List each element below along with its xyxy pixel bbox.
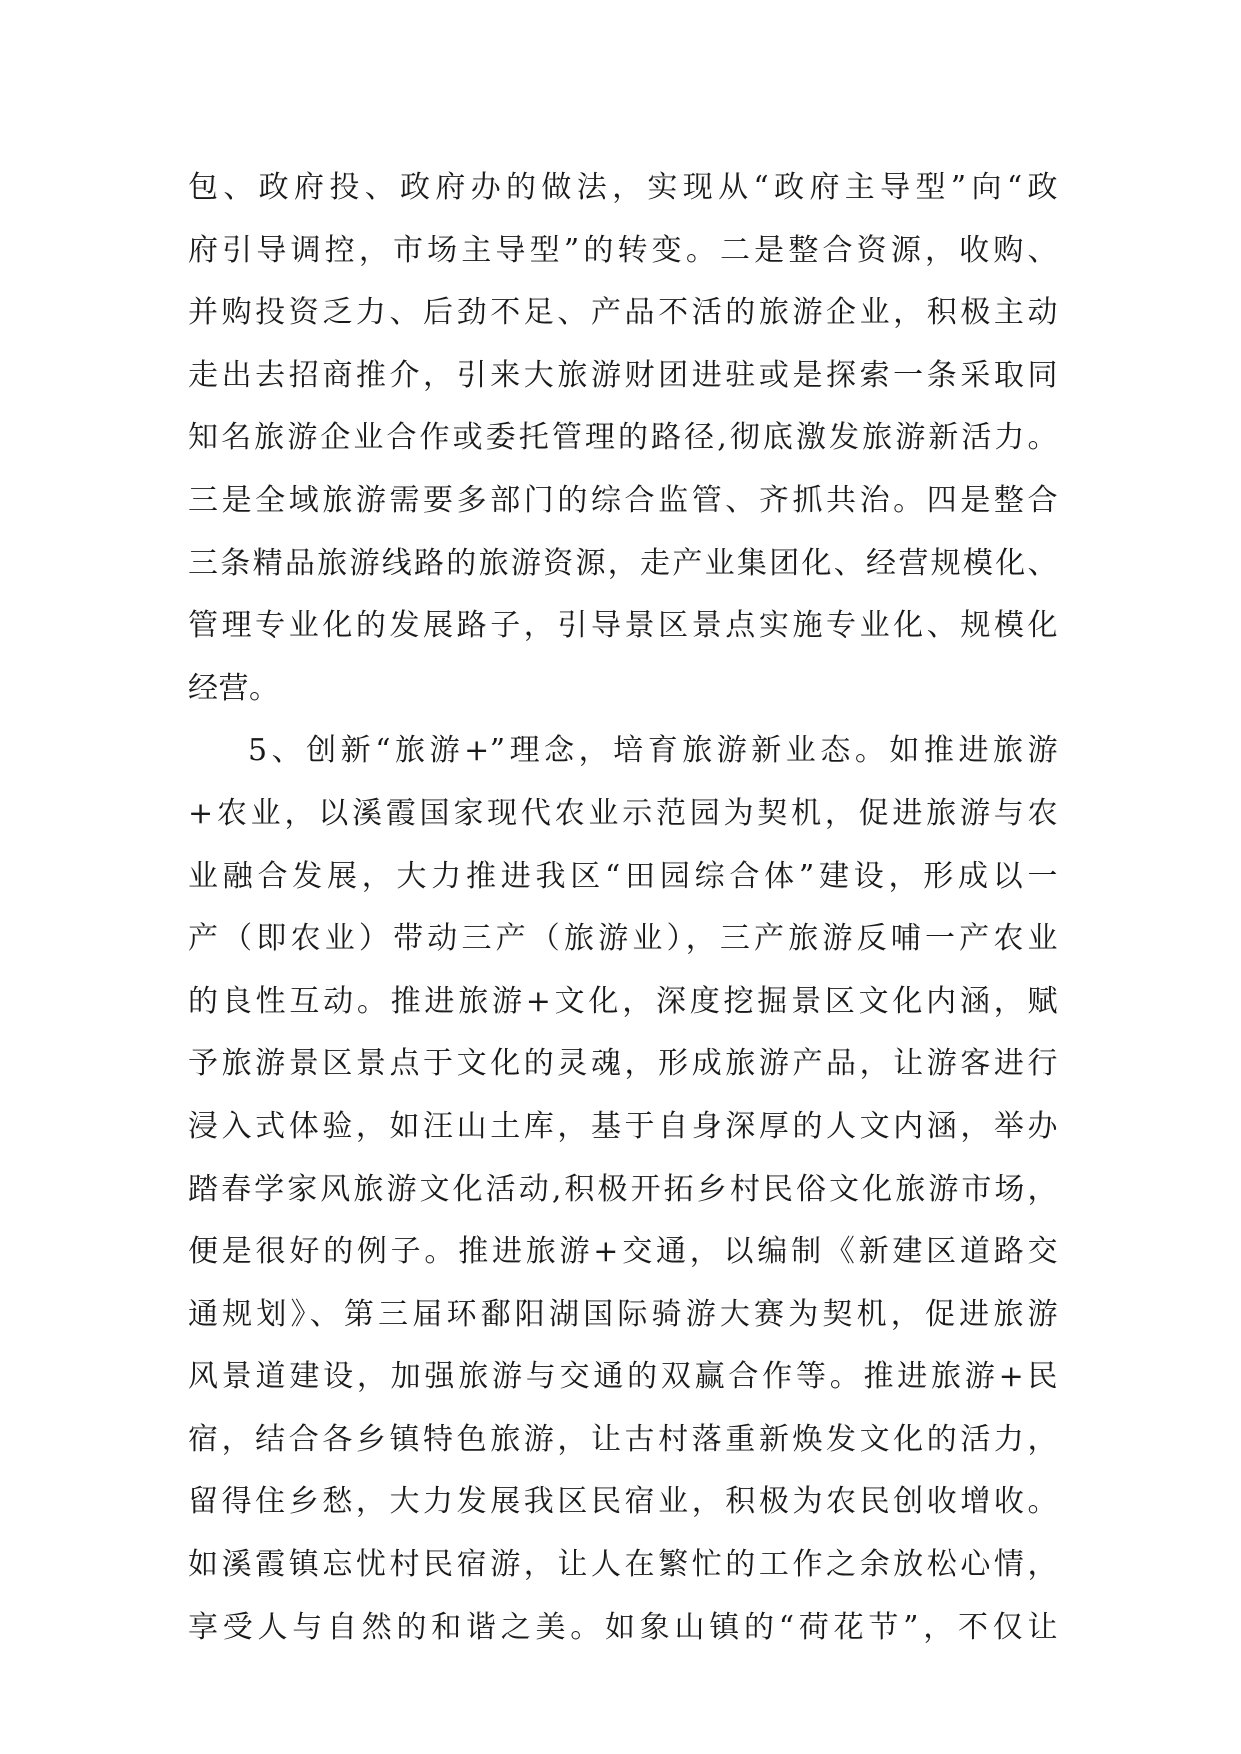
text-line: 予旅游景区景点于文化的灵魂，形成旅游产品，让游客进行 xyxy=(188,1046,1058,1082)
text-line: 产（即农业）带动三产（旅游业），三产旅游反哺一产农业 xyxy=(188,921,1058,957)
text-line: 知名旅游企业合作或委托管理的路径,彻底激发旅游新活力。 xyxy=(188,420,1058,456)
text-line: 踏春学家风旅游文化活动,积极开拓乡村民俗文化旅游市场， xyxy=(188,1171,1058,1207)
text-line: 三条精品旅游线路的旅游资源，走产业集团化、经营规模化、 xyxy=(188,545,1058,581)
text-line: 留得住乡愁，大力发展我区民宿业，积极为农民创收增收。 xyxy=(188,1484,1058,1520)
text-line: 通规划》、第三届环鄱阳湖国际骑游大赛为契机，促进旅游 xyxy=(188,1296,1058,1332)
paragraph-start-line: 5、创新“旅游+”理念，培育旅游新业态。如推进旅游 xyxy=(248,733,1058,769)
text-line: 宿，结合各乡镇特色旅游，让古村落重新焕发文化的活力， xyxy=(188,1421,1058,1457)
text-line: 享受人与自然的和谐之美。如象山镇的“荷花节”，不仅让 xyxy=(188,1609,1058,1645)
text-line: 便是很好的例子。推进旅游+交通，以编制《新建区道路交 xyxy=(188,1234,1058,1270)
text-line: 三是全域旅游需要多部门的综合监管、齐抓共治。四是整合 xyxy=(188,482,1058,518)
text-line: 并购投资乏力、后劲不足、产品不活的旅游企业，积极主动 xyxy=(188,295,1058,331)
text-line: 走出去招商推介，引来大旅游财团进驻或是探索一条采取同 xyxy=(188,357,1058,393)
text-line: 如溪霞镇忘忧村民宿游，让人在繁忙的工作之余放松心情， xyxy=(188,1547,1058,1583)
text-line: 经营。 xyxy=(188,670,280,706)
text-line: 管理专业化的发展路子，引导景区景点实施专业化、规模化 xyxy=(188,608,1058,644)
text-line: 包、政府投、政府办的做法，实现从“政府主导型”向“政 xyxy=(188,170,1058,205)
body-text xyxy=(188,157,1058,1659)
text-line: 业融合发展，大力推进我区“田园综合体”建设，形成以一 xyxy=(188,858,1058,894)
text-line: 浸入式体验，如汪山土库，基于自身深厚的人文内涵，举办 xyxy=(188,1108,1058,1144)
text-line: 风景道建设，加强旅游与交通的双赢合作等。推进旅游+民 xyxy=(188,1359,1058,1395)
text-line: 府引导调控，市场主导型”的转变。二是整合资源，收购、 xyxy=(188,232,1058,268)
text-line: 的良性互动。推进旅游+文化，深度挖掘景区文化内涵，赋 xyxy=(188,983,1058,1019)
text-line: +农业，以溪霞国家现代农业示范园为契机，促进旅游与农 xyxy=(188,795,1058,831)
